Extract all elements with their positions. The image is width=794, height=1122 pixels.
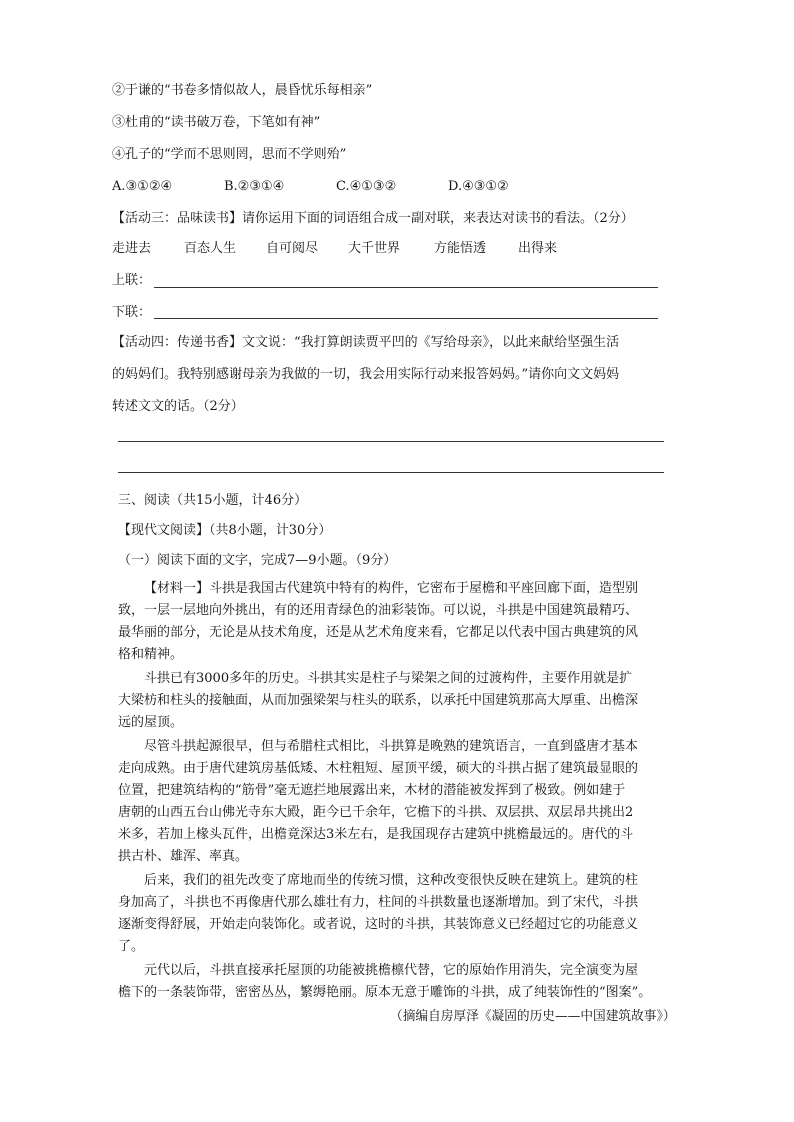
modern-reading-heading: 【现代文阅读】（共8小题，计30分） (118, 523, 332, 538)
quote-4: ④孔子的“学而不思则罔，思而不学则殆” (112, 147, 347, 162)
material-p3-line-1: 尽管斗拱起源很早，但与希腊柱式相比，斗拱算是晚熟的建筑语言，一直到盛唐才基本 (144, 739, 639, 754)
material-p3-line-6: 拱古朴、雄浑、率真。 (118, 849, 249, 864)
phrase-5: 方能悟透 (434, 241, 487, 256)
material-p4-line-1: 后来，我们的祖先改变了席地而坐的传统习惯，这种改变很快反映在建筑上。建筑的柱 (144, 873, 639, 888)
option-d: D.④③①② (448, 179, 509, 194)
material-p1-line-1: 【材料一】斗拱是我国古代建筑中特有的构件，它密布于屋檐和平座回廊下面，造型别 (144, 581, 639, 596)
material-p2-line-3: 远的屋顶。 (118, 715, 184, 730)
phrase-6: 出得来 (518, 241, 558, 256)
phrase-3: 自可阅尽 (266, 241, 319, 256)
option-b: B.②③①④ (224, 179, 285, 194)
material-p4-line-4: 了。 (118, 939, 145, 954)
activity4-line-3: 转述文文的话。（2分） (112, 399, 244, 414)
quote-3: ③杜甫的“读书破万卷，下笔如有神” (112, 115, 321, 130)
lower-couplet-answer-line[interactable] (154, 318, 658, 319)
upper-couplet-answer-line[interactable] (154, 287, 658, 288)
quote-2: ②于谦的“书卷多情似故人，晨昏忧乐每相亲” (112, 83, 373, 98)
lower-couplet-label: 下联： (112, 305, 152, 320)
material-p4-line-2: 身加高了，斗拱也不再像唐代那么雄壮有力，柱间的斗拱数量也逐渐增加。到了宋代，斗拱 (118, 895, 639, 910)
material-p1-line-4: 格和精神。 (118, 647, 184, 662)
material-source: （摘编自房厚泽《凝固的历史——中国建筑故事》） (390, 1009, 676, 1024)
material-p3-line-5: 米多，若加上椽头瓦件，出檐竟深达3米左右，是我国现存古建筑中挑檐最远的。唐代的斗 (118, 827, 634, 842)
material-p3-line-3: 位置，把建筑结构的“筋骨”毫无遮拦地展露出来，木材的潜能被发挥到了极致。例如建于 (118, 783, 626, 798)
material-p5-line-2: 檐下的一条装饰带，密密丛丛，繁缛艳丽。原本无意于雕饰的斗拱，成了纯装饰性的“图案”。 (118, 985, 652, 1000)
activity3-prompt: 【活动三：品味读书】请你运用下面的词语组合成一副对联，来表达对读书的看法。（2分） (112, 211, 634, 226)
material-p3-line-2: 走向成熟。由于唐代建筑房基低矮、木柱粗短、屋顶平缓，硕大的斗拱占据了建筑最显眼的 (118, 761, 639, 776)
activity4-line-1: 【活动四：传递书香】文文说：“我打算朗读贾平凹的《写给母亲》，以此来献给坚强生活 (112, 335, 620, 350)
material-p3-line-4: 唐朝的山西五台山佛光寺东大殿，距今已千余年，它檐下的斗拱、双层拱、双层昂共挑出2 (118, 805, 634, 820)
activity4-answer-line-2[interactable] (118, 472, 664, 473)
phrase-2: 百态人生 (184, 241, 237, 256)
material-p1-line-3: 最华丽的部分，无论是从技术角度，还是从艺术角度来看，它都足以代表中国古典建筑的风 (118, 625, 639, 640)
material-p1-line-2: 致，一层一层地向外挑出，有的还用青绿色的油彩装饰。可以说，斗拱是中国建筑最精巧、 (118, 603, 639, 618)
option-c: C.④①③② (336, 179, 397, 194)
activity4-answer-line-1[interactable] (118, 441, 664, 442)
option-a: A.③①②④ (112, 179, 173, 194)
phrase-1: 走进去 (112, 241, 152, 256)
activity4-line-2: 的妈妈们。我特别感谢母亲为我做的一切，我会用实际行动来报答妈妈。”请你向文文妈妈 (112, 367, 620, 382)
section3-title: 三、阅读（共15小题，计46分） (118, 493, 308, 508)
phrase-4: 大千世界 (348, 241, 401, 256)
part1-instruction: （一）阅读下面的文字，完成7—9小题。（9分） (118, 553, 397, 568)
material-p2-line-2: 大梁枋和柱头的接触面，从而加强梁架与柱头的联系，以承托中国建筑那高大厚重、出檐深 (118, 693, 639, 708)
upper-couplet-label: 上联： (112, 273, 152, 288)
material-p4-line-3: 逐渐变得舒展，开始走向装饰化。或者说，这时的斗拱，其装饰意义已经超过它的功能意义 (118, 917, 639, 932)
material-p5-line-1: 元代以后，斗拱直接承托屋顶的功能被挑檐檩代替，它的原始作用消失，完全演变为屋 (144, 963, 639, 978)
material-p2-line-1: 斗拱已有3000多年的历史。斗拱其实是柱子与梁架之间的过渡构件，主要作用就是扩 (144, 671, 633, 686)
